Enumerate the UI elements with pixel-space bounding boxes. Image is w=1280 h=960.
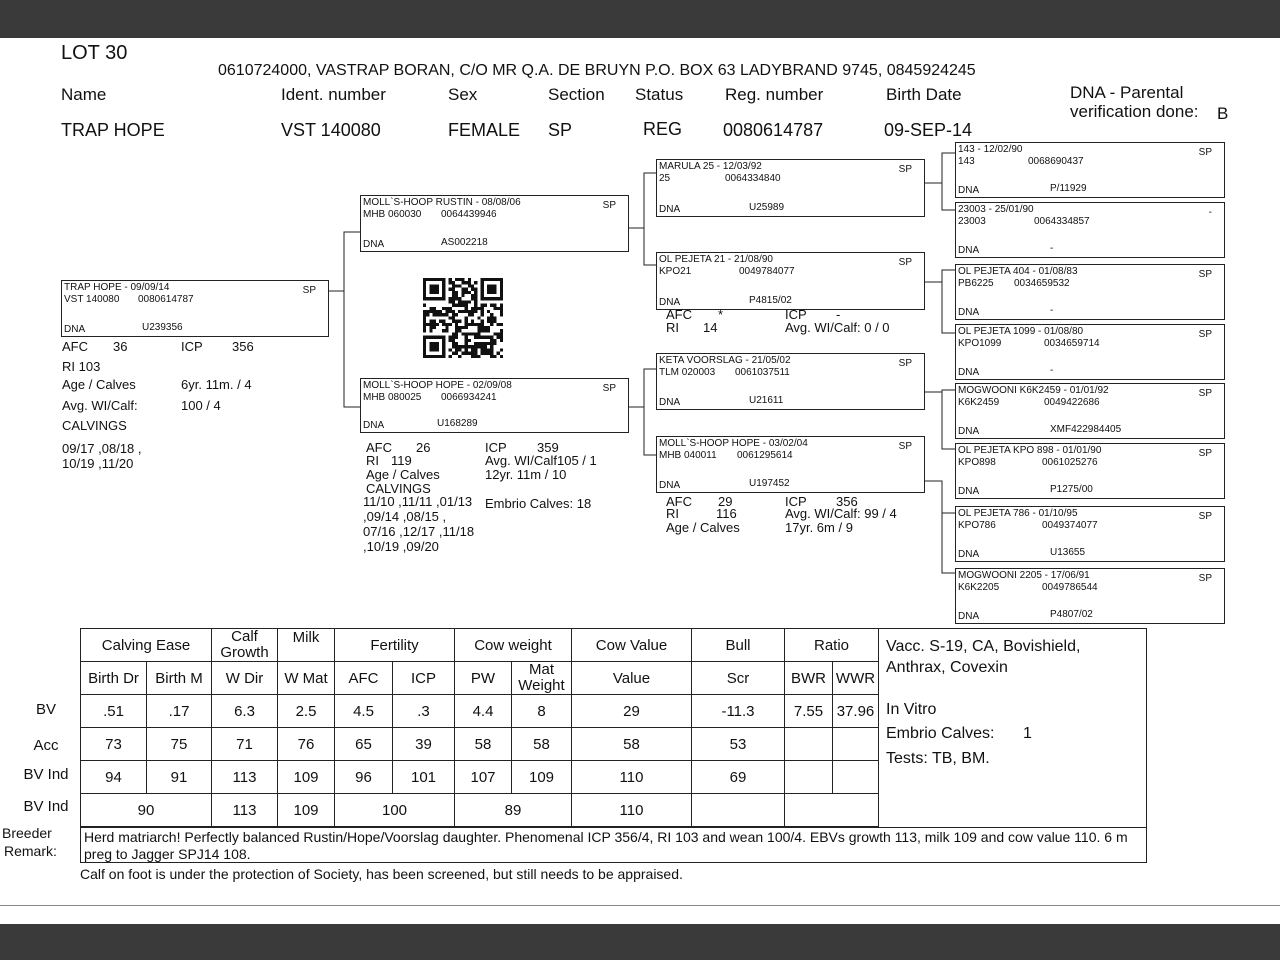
dam-wi: Avg. WI/Calf105 / 1: [485, 453, 597, 468]
col-scr: Scr: [692, 662, 785, 695]
acc-cell: 53: [692, 728, 785, 761]
ggp7-dna-label: DNA: [958, 549, 980, 560]
acc-cell: 65: [335, 728, 393, 761]
label-reg: Reg. number: [725, 85, 824, 104]
gp2-afc-label: AFC: [666, 307, 692, 322]
gp2-section: SP: [898, 257, 912, 268]
bottom-bar: [0, 924, 1280, 960]
bv-cell: 29: [572, 695, 692, 728]
bvind-cell: 107: [455, 761, 512, 794]
gp2-wi: Avg. WI/Calf: 0 / 0: [785, 320, 890, 335]
tests-text: Tests: TB, BM.: [886, 750, 990, 767]
group-bull: Bull: [692, 629, 785, 662]
group-cow-value: Cow Value: [572, 629, 692, 662]
label-birth: Birth Date: [886, 85, 962, 104]
ggp1-dna-label: DNA: [958, 185, 980, 196]
subject-calvings-label: CALVINGS: [62, 418, 127, 433]
dam-title: MOLL`S-HOOP HOPE - 02/09/08: [363, 380, 512, 391]
subject-age: 6yr. 11m. / 4: [181, 377, 252, 392]
subject-age-label: Age / Calves: [62, 377, 136, 392]
dam-section: SP: [602, 383, 616, 394]
group-calf-growth: Calf Growth: [212, 629, 278, 662]
label-sex: Sex: [448, 85, 478, 104]
pedigree-granddam-paternal: [656, 252, 925, 310]
ggp6-dna-value: P1275/00: [1050, 484, 1093, 495]
ggp5-reg: 0049422686: [1044, 397, 1100, 408]
ggp7-title: OL PEJETA 786 - 01/10/95: [958, 508, 1078, 519]
acc-cell: 58: [455, 728, 512, 761]
gp4-afc-label: AFC: [666, 494, 692, 509]
ggp3-dna-label: DNA: [958, 307, 980, 318]
gp4-dna-label: DNA: [659, 480, 681, 491]
ggp1-title: 143 - 12/02/90: [958, 144, 1023, 155]
gp2-ri-label: RI: [666, 320, 679, 335]
ggp2-title: 23003 - 25/01/90: [958, 204, 1034, 215]
ggp8-dna-label: DNA: [958, 611, 980, 622]
gp4-ri: 116: [716, 506, 737, 521]
ggp2-id: 23003: [958, 216, 986, 227]
ggp6-reg: 0061025276: [1042, 457, 1098, 468]
dam-afc: 26: [416, 440, 431, 455]
pedigree-ggp-3: [955, 264, 1225, 320]
bvind-cell: 109: [512, 761, 572, 794]
label-dna-2: verification done:: [1070, 102, 1199, 121]
bv-cell: 4.5: [335, 695, 393, 728]
gp4-icp-label: ICP: [785, 494, 807, 509]
sire-dna-label: DNA: [363, 239, 385, 250]
ggp4-section: SP: [1198, 329, 1212, 340]
ggp6-dna-label: DNA: [958, 486, 980, 497]
gp2-icp-label: ICP: [785, 307, 807, 322]
bv-cell: 2.5: [278, 695, 335, 728]
gp3-title: KETA VOORSLAG - 21/05/02: [659, 355, 791, 366]
dna-value: B: [1217, 104, 1229, 123]
ggp3-id: PB6225: [958, 278, 994, 289]
pedigree-grandsire-paternal: [656, 159, 925, 217]
dam-icp: 359: [537, 440, 559, 455]
pedigree-grandsire-maternal: [656, 353, 925, 410]
bv-cell: 37.96: [833, 695, 879, 728]
col-mat-weight: Mat Weight: [512, 662, 572, 695]
label-name: Name: [61, 85, 107, 104]
dam-ri: 119: [391, 453, 412, 468]
bv-cell: 8: [512, 695, 572, 728]
dam-embrio: Embrio Calves: 18: [485, 496, 592, 511]
acc-cell: 73: [81, 728, 147, 761]
dam-age-label: Age / Calves: [366, 467, 440, 482]
gp4-age: 17yr. 6m / 9: [785, 520, 853, 535]
ggp5-dna-label: DNA: [958, 426, 980, 437]
pedigree-ggp-5: [955, 383, 1225, 439]
ggp3-section: SP: [1198, 269, 1212, 280]
acc-cell: 75: [147, 728, 212, 761]
ggp7-dna-value: U13655: [1050, 547, 1086, 558]
remark-label-1: Breeder: [2, 825, 52, 841]
gp4-ri-label: RI: [666, 506, 679, 521]
col-birth-dr: Birth Dr: [81, 662, 147, 695]
pedigree-ggp-4: [955, 324, 1225, 380]
col-birth-m: Birth M: [147, 662, 212, 695]
breeding-values-table: [80, 628, 879, 827]
sire-title: MOLL`S-HOOP RUSTIN - 08/08/06: [363, 197, 521, 208]
animal-section: SP: [548, 120, 573, 140]
ggp8-id: K6K2205: [958, 582, 1000, 593]
gp1-id: 25: [659, 173, 671, 184]
dam-ri-label: RI: [366, 453, 379, 468]
dam-dna-value: U168289: [437, 418, 478, 429]
bv-cell: 7.55: [785, 695, 833, 728]
col-pw: PW: [455, 662, 512, 695]
embrio-value: 1: [1023, 725, 1032, 742]
breeder-line: 0610724000, VASTRAP BORAN, C/O MR Q.A. DE BRUYN P.O. BOX 63 LADYBRAND 9745, 0845924245: [218, 62, 976, 79]
animal-birth: 09-SEP-14: [884, 120, 973, 140]
gp4-title: MOLL`S-HOOP HOPE - 03/02/04: [659, 438, 808, 449]
gp4-age-label: Age / Calves: [666, 520, 740, 535]
subject-calvings-1: 09/17 ,08/18 ,: [62, 441, 142, 456]
bvind-cell: 91: [147, 761, 212, 794]
gp4-section: SP: [898, 441, 912, 452]
subject-calvings-2: 10/19 ,11/20: [62, 456, 134, 471]
subject-dna-value: U239356: [142, 322, 183, 333]
gp2-reg: 0049784077: [739, 266, 795, 277]
ggp2-dna-label: DNA: [958, 245, 980, 256]
ggp2-reg: 0064334857: [1034, 216, 1090, 227]
dam-dna-label: DNA: [363, 420, 385, 431]
pedigree-ggp-8: [955, 568, 1225, 624]
group-ratio: Ratio: [785, 629, 879, 662]
ggp3-title: OL PEJETA 404 - 01/08/83: [958, 266, 1078, 277]
gp3-section: SP: [898, 358, 912, 369]
ggp8-reg: 0049786544: [1042, 582, 1098, 593]
bvind-cell: [833, 761, 879, 794]
dam-calvings-4: ,10/19 ,09/20: [363, 539, 439, 554]
acc-cell: 39: [393, 728, 455, 761]
row-label-acc: Acc: [33, 737, 59, 754]
bvind2-cell: [785, 794, 879, 827]
sire-dna-value: AS002218: [441, 237, 488, 248]
group-milk: Milk: [278, 629, 335, 662]
bvind-cell: 69: [692, 761, 785, 794]
gp4-afc: 29: [718, 494, 733, 509]
ggp2-dna-value: -: [1050, 243, 1054, 254]
dam-calvings-1: 11/10 ,11/11 ,01/13: [363, 494, 473, 509]
pedigree-granddam-maternal: [656, 436, 925, 493]
ggp6-section: SP: [1198, 448, 1212, 459]
subject-reg: 0080614787: [138, 294, 194, 305]
bvind2-cell: 110: [572, 794, 692, 827]
animal-ident: VST 140080: [281, 120, 381, 140]
subject-wi: 100 / 4: [181, 398, 221, 413]
label-status: Status: [635, 85, 684, 104]
gp3-dna-label: DNA: [659, 397, 681, 408]
remark-label-2: Remark:: [4, 843, 57, 859]
top-bar: [0, 0, 1280, 38]
pedigree-dam: [360, 378, 629, 433]
col-bwr: BWR: [785, 662, 833, 695]
ggp1-section: SP: [1198, 147, 1212, 158]
ggp1-id: 143: [958, 156, 975, 167]
acc-cell: 71: [212, 728, 278, 761]
gp3-dna-value: U21611: [749, 395, 784, 406]
bvind-cell: 109: [278, 761, 335, 794]
gp2-icp: -: [836, 307, 841, 322]
gp1-dna-value: U25989: [749, 202, 785, 213]
bvind-cell: [785, 761, 833, 794]
animal-name: TRAP HOPE: [61, 120, 165, 140]
label-ident: Ident. number: [281, 85, 386, 104]
ggp1-reg: 0068690437: [1028, 156, 1084, 167]
animal-sex: FEMALE: [448, 120, 521, 140]
gp4-id: MHB 040011: [659, 450, 717, 461]
subject-title: TRAP HOPE - 09/09/14: [64, 282, 170, 293]
dam-calvings-3: 07/16 ,12/17 ,11/18: [363, 524, 475, 539]
gp2-title: OL PEJETA 21 - 21/08/90: [659, 254, 773, 265]
bvind2-cell: 90: [81, 794, 212, 827]
pedigree-ggp-1: [955, 142, 1225, 198]
bv-cell: 6.3: [212, 695, 278, 728]
col-w-mat: W Mat: [278, 662, 335, 695]
subject-id: VST 140080: [64, 294, 120, 305]
dam-age: 12yr. 11m / 10: [485, 467, 567, 482]
gp2-afc: *: [718, 307, 724, 322]
col-w-dir: W Dir: [212, 662, 278, 695]
dam-id: MHB 080025: [363, 392, 422, 403]
col-value: Value: [572, 662, 692, 695]
gp3-id: TLM 020003: [659, 367, 716, 378]
label-section: Section: [548, 85, 605, 104]
gp1-section: SP: [898, 164, 912, 175]
dam-calvings-2: ,09/14 ,08/15 ,: [363, 509, 447, 524]
breeder-remark: Herd matriarch! Perfectly balanced Rustin/Hope/Voorslag daughter. Phenomenal ICP 356/4, RI 103 and wean 100/4. EBVs growth 113, milk 109 and cow value 110. 6 m preg to Jagger SPJ14 108.: [80, 827, 1147, 863]
ggp6-title: OL PEJETA KPO 898 - 01/01/90: [958, 445, 1102, 456]
bvind2-cell: 89: [455, 794, 572, 827]
bvind2-cell: 113: [212, 794, 278, 827]
col-wwr: WWR: [833, 662, 879, 695]
ggp7-section: SP: [1198, 511, 1212, 522]
subject-afc: 36: [113, 339, 128, 354]
ggp1-dna-value: P/11929: [1050, 183, 1087, 194]
bvind-cell: 110: [572, 761, 692, 794]
subject-section: SP: [302, 285, 316, 296]
ggp4-id: KPO1099: [958, 338, 1002, 349]
subject-afc-label: AFC: [62, 339, 88, 354]
acc-cell: [833, 728, 879, 761]
subject-icp-label: ICP: [181, 339, 203, 354]
group-calving-ease: Calving Ease: [81, 629, 212, 662]
ggp8-dna-value: P4807/02: [1050, 609, 1093, 620]
acc-cell: [785, 728, 833, 761]
ggp7-id: KPO786: [958, 520, 996, 531]
gp4-reg: 0061295614: [737, 450, 793, 461]
bv-cell: .3: [393, 695, 455, 728]
acc-cell: 58: [512, 728, 572, 761]
ggp3-dna-value: -: [1050, 305, 1054, 316]
bvind2-cell: [692, 794, 785, 827]
bvind-cell: 101: [393, 761, 455, 794]
row-label-bvind: BV Ind: [23, 766, 69, 783]
gp2-ri: 14: [703, 320, 718, 335]
bv-cell: .51: [81, 695, 147, 728]
ggp5-title: MOGWOONI K6K2459 - 01/01/92: [958, 385, 1109, 396]
gp2-dna-value: P4815/02: [749, 295, 792, 306]
bvind-cell: 94: [81, 761, 147, 794]
subject-ri: RI 103: [62, 359, 101, 374]
gp1-reg: 0064334840: [725, 173, 781, 184]
ggp3-reg: 0034659532: [1014, 278, 1070, 289]
vaccination-text: Vacc. S-19, CA, Bovishield, Anthrax, Covexin: [886, 638, 1081, 676]
group-cow-weight: Cow weight: [455, 629, 572, 662]
col-afc: AFC: [335, 662, 393, 695]
pedigree-ggp-7: [955, 506, 1225, 562]
label-dna-1: DNA - Parental: [1070, 83, 1184, 102]
gp1-dna-label: DNA: [659, 204, 681, 215]
group-fertility: Fertility: [335, 629, 455, 662]
sire-section: SP: [602, 200, 616, 211]
animal-reg: 0080614787: [723, 120, 824, 140]
dam-calvings-label: CALVINGS: [366, 481, 431, 496]
embrio-label: Embrio Calves:: [886, 725, 995, 742]
qr-code: [420, 278, 506, 358]
col-icp: ICP: [393, 662, 455, 695]
gp3-reg: 0061037511: [735, 367, 790, 378]
ggp5-section: SP: [1198, 388, 1212, 399]
notes-box: [878, 628, 1147, 828]
bv-cell: -11.3: [692, 695, 785, 728]
ggp4-reg: 0034659714: [1044, 338, 1100, 349]
gp4-dna-value: U197452: [749, 478, 790, 489]
ggp2-section: -: [1208, 207, 1212, 218]
bv-cell: 4.4: [455, 695, 512, 728]
in-vitro-text: In Vitro: [886, 701, 937, 718]
ggp4-dna-value: -: [1050, 365, 1054, 376]
footer-note: Calf on foot is under the protection of Society, has been screened, but still needs to be appraised.: [80, 866, 683, 882]
acc-cell: 58: [572, 728, 692, 761]
row-label-bv: BV: [35, 701, 56, 718]
pedigree-ggp-2: [955, 202, 1225, 258]
gp4-icp: 356: [836, 494, 858, 509]
bvind-cell: 96: [335, 761, 393, 794]
animal-status: REG: [643, 119, 683, 139]
ggp6-id: KPO898: [958, 457, 996, 468]
ggp5-dna-value: XMF422984405: [1050, 424, 1122, 435]
dam-afc-label: AFC: [366, 440, 392, 455]
ggp4-dna-label: DNA: [958, 367, 980, 378]
gp2-dna-label: DNA: [659, 297, 681, 308]
bvind-cell: 113: [212, 761, 278, 794]
ggp5-id: K6K2459: [958, 397, 1000, 408]
dam-icp-label: ICP: [485, 440, 507, 455]
ggp7-reg: 0049374077: [1042, 520, 1098, 531]
dam-reg: 0066934241: [441, 392, 497, 403]
bvind2-cell: 100: [335, 794, 455, 827]
row-label-bvind-2: BV Ind: [23, 798, 69, 815]
lot-number: LOT 30: [61, 42, 128, 64]
gp1-title: MARULA 25 - 12/03/92: [659, 161, 762, 172]
gp4-wi: Avg. WI/Calf: 99 / 4: [785, 506, 897, 521]
pedigree-sire: [360, 195, 629, 252]
subject-wi-label: Avg. WI/Calf:: [62, 398, 138, 413]
pedigree-ggp-6: [955, 443, 1225, 499]
bvind2-cell: 109: [278, 794, 335, 827]
ggp8-title: MOGWOONI 2205 - 17/06/91: [958, 570, 1090, 581]
sire-id: MHB 060030: [363, 209, 422, 220]
bottom-divider: [0, 905, 1280, 906]
pedigree-subject: [61, 280, 329, 337]
sire-reg: 0064439946: [441, 209, 497, 220]
ggp4-title: OL PEJETA 1099 - 01/08/80: [958, 326, 1084, 337]
gp2-id: KPO21: [659, 266, 692, 277]
subject-icp: 356: [232, 339, 254, 354]
bv-cell: .17: [147, 695, 212, 728]
ggp8-section: SP: [1198, 573, 1212, 584]
acc-cell: 76: [278, 728, 335, 761]
subject-dna-label: DNA: [64, 324, 86, 335]
